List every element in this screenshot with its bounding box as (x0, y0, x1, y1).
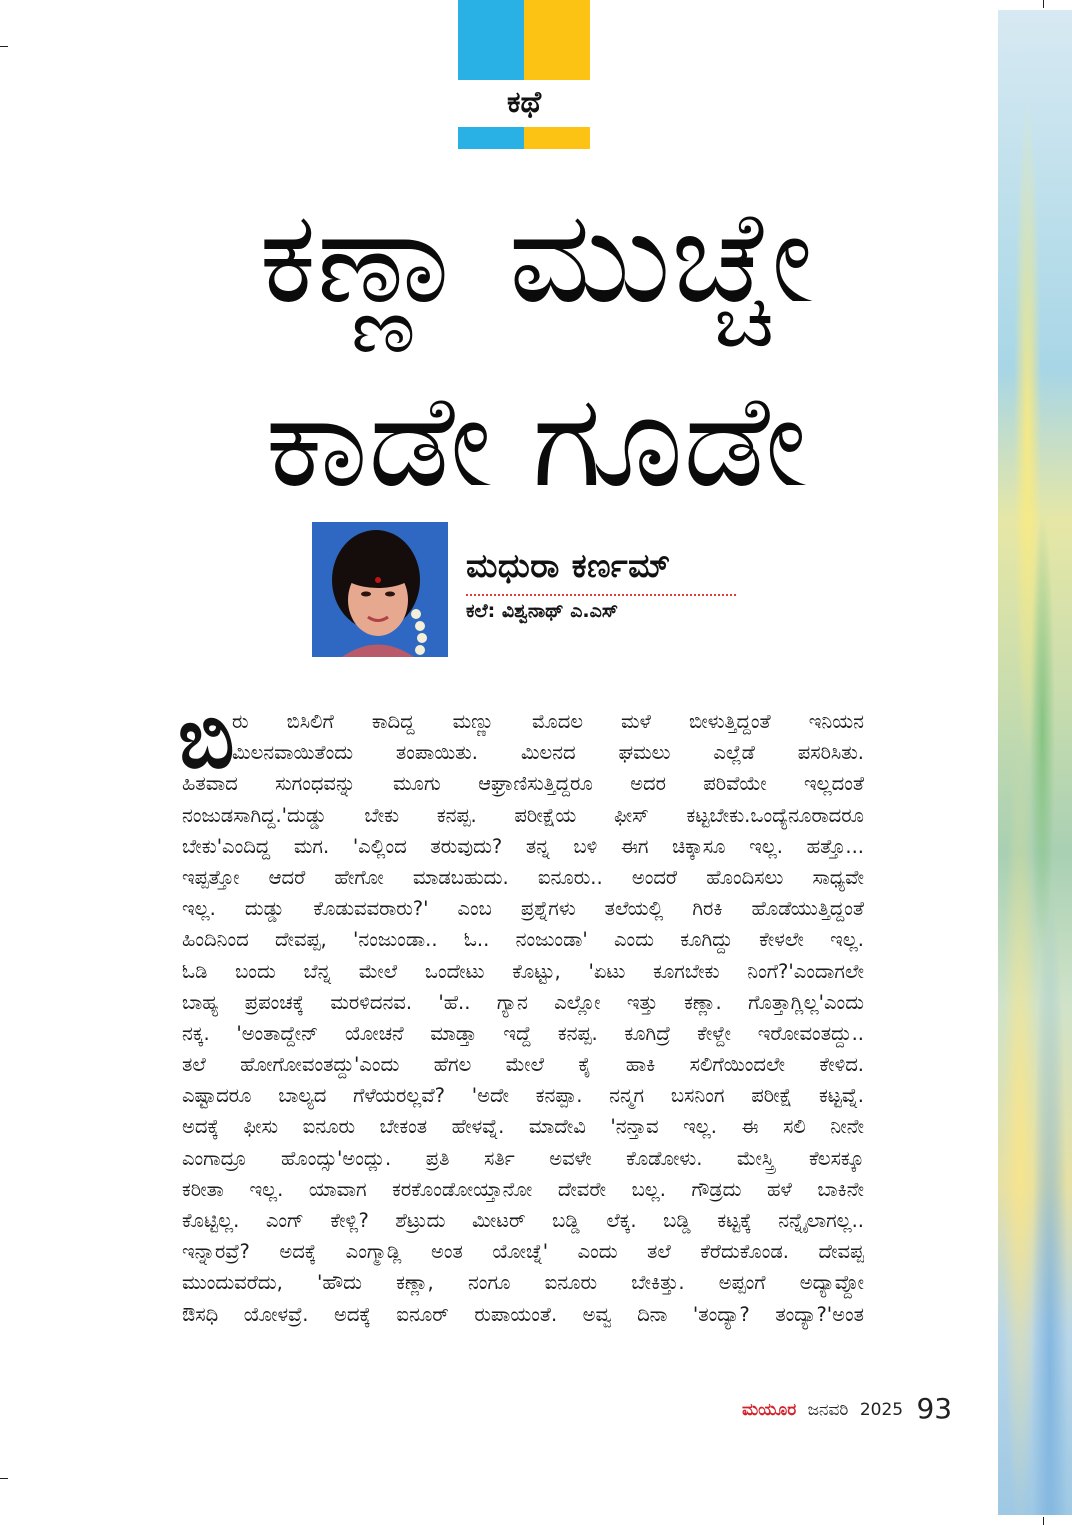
art-credit: ಕಲೆ: ವಿಶ್ವನಾಥ್ ಎ.ಎಸ್ (466, 600, 619, 622)
illustration-strip (998, 10, 1072, 1515)
body-line: ಬೇಕು'ಎಂದಿದ್ದ ಮಗ. 'ಎಲ್ಲಿಂದ ತರುವುದು? ತನ್ನ ಬಳಿ ಈಗ ಚಿಕ್ಕಾಸೂ ಇಲ್ಲ. ಹತ್ತೊ... (182, 834, 864, 858)
page-footer (742, 1392, 952, 1425)
crop-mark (0, 46, 8, 47)
issue-year: 2025 (859, 1400, 904, 1420)
crop-mark (0, 1478, 8, 1479)
body-line: ಮುಂದುವರೆದು, 'ಹೌದು ಕಣ್ಲಾ, ನಂಗೂ ಐನೂರು ಬೇಕಿತ್ತು. ಅಪ್ಪಂಗೆ ಅದ್ಯಾವ್ದೋ (182, 1271, 864, 1295)
body-line: ಇನ್ನಾರವ್ರೆ? ಅದಕ್ಕೆ ಎಂಗ್ಮಾಡ್ಲಿ ಅಂತ ಯೋಚ್ನೆ' ಎಂದು ತಲೆ ಕೆರೆದುಕೊಂಡ. ದೇವಪ್ಪ (182, 1240, 864, 1264)
story-title-line-2: ಕಾಡೇ ಗೂಡೇ (265, 367, 807, 516)
body-line: ಹಿಂದಿನಿಂದ ದೇವಪ್ಪ, 'ನಂಜುಂಡಾ.. ಓ.. ನಂಜುಂಡಾ' ಎಂದು ಕೂಗಿದ್ದು ಕೇಳಲೇ ಇಲ್ಲ. (182, 928, 864, 952)
body-line: ನಕ್ಕ. 'ಅಂತಾದ್ದೇನ್ ಯೋಚನೆ ಮಾಡ್ತಾ ಇದ್ದೆ ಕನಪ್ಪ. ಕೂಗಿದ್ರೆ ಕೇಳ್ದೇ ಇರೋವಂತದ್ದು.. (182, 1021, 864, 1045)
body-line: ಔಸಧಿ ಯೋಳವ್ರೆ. ಅದಕ್ಕೆ ಐನೂರ್ ರುಪಾಯಂತೆ. ಅವ್ವ ದಿನಾ 'ತಂದ್ಯಾ? ತಂದ್ಯಾ?'ಅಂತ (182, 1302, 864, 1326)
magazine-name: ಮಯೂರ (742, 1400, 797, 1420)
body-line: ರು ಬಿಸಿಲಿಗೆ ಕಾದಿದ್ದ ಮಣ್ಣು ಮೊದಲ ಮಳೆ ಬೀಳುತ್ತಿದ್ದಂತೆ ಇನಿಯನ (232, 710, 864, 733)
body-line: ಅದಕ್ಕೆ ಫೀಸು ಐನೂರು ಬೇಕಂತ ಹೇಳವ್ನೆ. ಮಾದೇವಿ 'ನನ್ತಾವ ಇಲ್ಲ. ಈ ಸಲಿ ನೀನೇ (182, 1115, 864, 1139)
body-line: ಬಾಹ್ಯ ಪ್ರಪಂಚಕ್ಕೆ ಮರಳಿದನವ. 'ಹೆ.. ಗ್ಯಾನ ಎಲ್ಲೋ ಇತ್ತು ಕಣ್ಲಾ. ಗೊತ್ತಾಗ್ಲಿಲ್ಲ'ಎಂದು (182, 990, 864, 1014)
page-number: 93 (916, 1392, 953, 1425)
body-line: ಮಿಲನವಾಯಿತೆಂದು ತಂಪಾಯಿತು. ಮಿಲನದ ಘಮಲು ಎಲ್ಲೆಡೆ ಪಸರಿಸಿತು. (232, 741, 864, 765)
category-label: ಕಥೆ (506, 85, 542, 120)
body-line: ಇಲ್ಲ. ದುಡ್ಡು ಕೊಡುವವರಾರು?' ಎಂಬ ಪ್ರಶ್ನೆಗಳು ತಲೆಯಲ್ಲಿ ಗಿರಕಿ ಹೊಡೆಯುತ್ತಿದ್ದಂತೆ (182, 897, 864, 921)
category-color-block-top (458, 0, 590, 80)
body-line: ಓಡಿ ಬಂದು ಬೆನ್ನ ಮೇಲೆ ಒಂದೇಟು ಕೊಟ್ಟು, 'ಏಟು ಕೂಗಬೇಕು ನಿಂಗೆ?'ಎಂದಾಗಲೇ (182, 959, 864, 983)
body-line: ಕರೀತಾ ಇಲ್ಲ. ಯಾವಾಗ ಕರಕೊಂಡೋಯ್ತಾನೋ ದೇವರೇ ಬಲ್ಲ. ಗೌಡ್ರದು ಹಳೆ ಬಾಕಿನೇ (182, 1177, 864, 1201)
issue-month: ಜನವರಿ (807, 1400, 849, 1420)
body-line: ಕೊಟ್ಟಿಲ್ಲ. ಎಂಗ್ ಕೇಳ್ಲಿ? ಶೆಟ್ರುದು ಮೀಟರ್ ಬಡ್ಡಿ ಲೆಕ್ಕ. ಬಡ್ಡಿ ಕಟ್ಟಕ್ಕೆ ನನ್ನೈಲಾಗಲ್ಲ.. (182, 1209, 864, 1232)
body-line: ನಂಜುಡಸಾಗಿದ್ದ.'ದುಡ್ಡು ಬೇಕು ಕನಪ್ಪ. ಪರೀಕ್ಷೆಯ ಫೀಸ್ ಕಟ್ಟಬೇಕು.ಒಂದ್ಯೆನೂರಾದರೂ (182, 803, 864, 827)
author-portrait-icon (312, 522, 448, 657)
crop-mark (1043, 1517, 1044, 1525)
author-divider (466, 594, 736, 596)
body-line: ಇಪ್ಪತ್ತೋ ಆದರೆ ಹೇಗೋ ಮಾಡಬಹುದು. ಐನೂರು.. ಅಂದರೆ ಹೊಂದಿಸಲು ಸಾಧ್ಯವೇ (182, 865, 864, 889)
body-line: ಎಂಗಾದ್ರೂ ಹೊಂದ್ಸು'ಅಂದ್ಲು. ಪ್ರತಿ ಸರ್ತಿ ಅವಳೇ ಕೊಡೋಳು. ಮೇಸ್ತ್ರಿ ಕೆಲಸಕ್ಕೂ (182, 1146, 864, 1170)
body-line: ಎಷ್ಟಾದರೂ ಬಾಲ್ಯದ ಗೆಳೆಯರಲ್ಲವೆ? 'ಅದೇ ಕನಪ್ಪಾ. ನನ್ಮಗ ಬಸನಿಂಗ ಪರೀಕ್ಷೆ ಕಟ್ಟವ್ನೆ. (182, 1084, 864, 1108)
author-photo (312, 522, 448, 657)
body-line: ತಲೆ ಹೋಗೋವಂತದ್ದು'ಎಂದು ಹೆಗಲ ಮೇಲೆ ಕೈ ಹಾಕಿ ಸಲಿಗೆಯಿಂದಲೇ ಕೇಳಿದ. (182, 1053, 864, 1077)
drop-cap: ಬಿ (178, 689, 235, 787)
author-name: ಮಧುರಾ ಕರ್ಣಮ್ (466, 546, 671, 585)
category-color-block-bottom (458, 127, 590, 149)
crop-mark (1043, 0, 1044, 8)
body-line: ಹಿತವಾದ ಸುಗಂಧವನ್ನು ಮೂಗು ಆಘ್ರಾಣಿಸುತ್ತಿದ್ದರೂ ಅದರ ಪರಿವೆಯೇ ಇಲ್ಲದಂತೆ (182, 772, 864, 796)
story-body (182, 706, 864, 1330)
story-title-line-1: ಕಣ್ಣಾ ಮುಚ್ಚೇ (258, 183, 814, 332)
